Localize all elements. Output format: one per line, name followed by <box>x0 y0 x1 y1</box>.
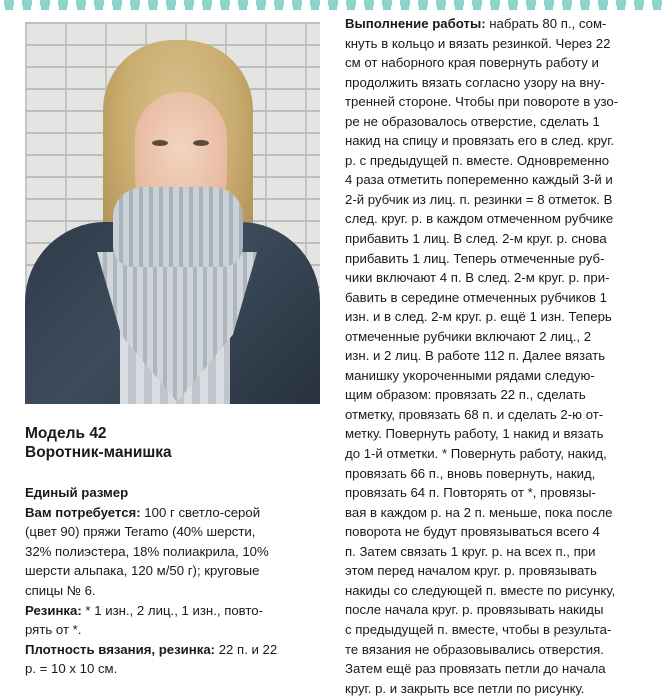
knitted-collar <box>113 187 243 267</box>
density-line: 22 п. и 22 <box>215 641 278 657</box>
model-number: Модель 42 <box>25 425 107 442</box>
instruction-line: после начала круг. р. провязывать накиды <box>345 602 604 618</box>
instruction-line: кнуть в кольцо и вязать резинкой. Через 22 <box>345 35 611 51</box>
instruction-line: этом перед началом круг. р. провязывать <box>345 563 597 579</box>
materials-line: 32% полиэстера, 18% полиакрила, 10% <box>25 543 269 559</box>
instruction-line: чики включают 4 п. В след. 2-м круг. р. при- <box>345 270 610 286</box>
materials-paragraph <box>25 503 325 601</box>
materials-line: (цвет 90) пряжи Teramo (40% шерсти, <box>25 524 256 540</box>
instruction-line: Затем ещё раз провязать петли до начала <box>345 661 606 677</box>
instruction-line: щим образом: провязать 22 п., сделать <box>345 387 586 403</box>
instruction-line: провязать 64 п. Повторять от *, провязы- <box>345 485 596 501</box>
materials-label: Вам потребуется: <box>25 504 141 520</box>
right-eye <box>193 140 209 146</box>
instruction-line: след. круг. р. в каждом отмеченном рубчике <box>345 211 614 227</box>
instruction-line: вая в каждом р. на 2 п. меньше, пока после <box>345 504 613 520</box>
materials-line: спицы № 6. <box>25 582 96 598</box>
rib-label: Резинка: <box>25 602 82 618</box>
instruction-line: 2-й рубчик из лиц. п. резинки = 8 отметок. В <box>345 191 613 207</box>
instruction-line: 4 раза отметить попеременно каждый 3-й и <box>345 172 613 188</box>
instruction-line: р. с предыдущей п. вместе. Одновременно <box>345 152 610 168</box>
instruction-line: накиды со следующей п. вместе по рисунку, <box>345 582 616 598</box>
materials-line: 100 г светло-серой <box>140 504 261 520</box>
decorative-top-border <box>0 0 663 10</box>
instruction-line: см от наборного края повернуть работу и <box>345 55 599 71</box>
instruction-line: с предыдущей п. вместе, чтобы в результа- <box>345 621 612 637</box>
instruction-line: ре не образовалось отверстие, сделать 1 <box>345 113 600 129</box>
instructions-paragraph <box>345 14 641 698</box>
instruction-line: метку. Повернуть работу, 1 накид и вязать <box>345 426 604 442</box>
rib-line: * 1 изн., 2 лиц., 1 изн., повто- <box>81 602 264 618</box>
left-eye <box>152 140 168 146</box>
instruction-line: манишку укороченными рядами следую- <box>345 367 595 383</box>
instruction-line: изн. и в след. 2-м круг. р. ещё 1 изн. Теперь <box>345 309 612 325</box>
density-label: Плотность вязания, резинка: <box>25 641 216 657</box>
density-paragraph <box>25 640 325 679</box>
instruction-line: до 1-й отметки. * Повернуть работу, накид, <box>345 446 607 462</box>
right-column <box>345 14 641 698</box>
instruction-line: провязать 66 п., вновь повернуть, накид, <box>345 465 596 481</box>
instruction-line: отмеченные рубчики включают 2 лиц., 2 <box>345 328 592 344</box>
instruction-line: отметку, провязать 68 п. и сделать 2-ю от- <box>345 406 604 422</box>
instruction-line: накид на спицу и провязать его в след. круг. <box>345 133 615 149</box>
instruction-line: прибавить 1 лиц. Теперь отмеченные руб- <box>345 250 605 266</box>
rib-paragraph <box>25 601 325 640</box>
instruction-line: тренней стороне. Чтобы при повороте в узо- <box>345 94 619 110</box>
instruction-line: поворота не будут провязываться всего 4 <box>345 524 600 540</box>
left-column <box>25 424 325 679</box>
materials-line: шерсти альпака, 120 м/50 г); круговые <box>25 563 260 579</box>
size-line: Единый размер <box>25 485 129 500</box>
model-name: Воротник-манишка <box>25 444 172 461</box>
rib-line: рять от *. <box>25 622 82 638</box>
work-label: Выполнение работы: <box>345 16 486 31</box>
instruction-line: бавить в середине отмеченных рубчиков 1 <box>345 289 607 305</box>
instruction-line: те вязания не образовывались отверстия. <box>345 641 604 657</box>
instruction-line: п. Затем связать 1 круг. р. на всех п., при <box>345 543 596 559</box>
density-line: р. = 10 х 10 см. <box>25 661 118 677</box>
instruction-line: изн. и 2 лиц. В работе 112 п. Далее вязать <box>345 348 606 364</box>
model-photo <box>25 22 320 404</box>
instruction-line: прибавить 1 лиц. В след. 2-м круг. р. снова <box>345 231 607 247</box>
instruction-line: круг. р. и закрыть все петли по рисунку. <box>345 680 585 696</box>
instruction-line: набрать 80 п., сом- <box>485 16 607 31</box>
instruction-line: продолжить вязать согласно узору на вну- <box>345 74 605 90</box>
